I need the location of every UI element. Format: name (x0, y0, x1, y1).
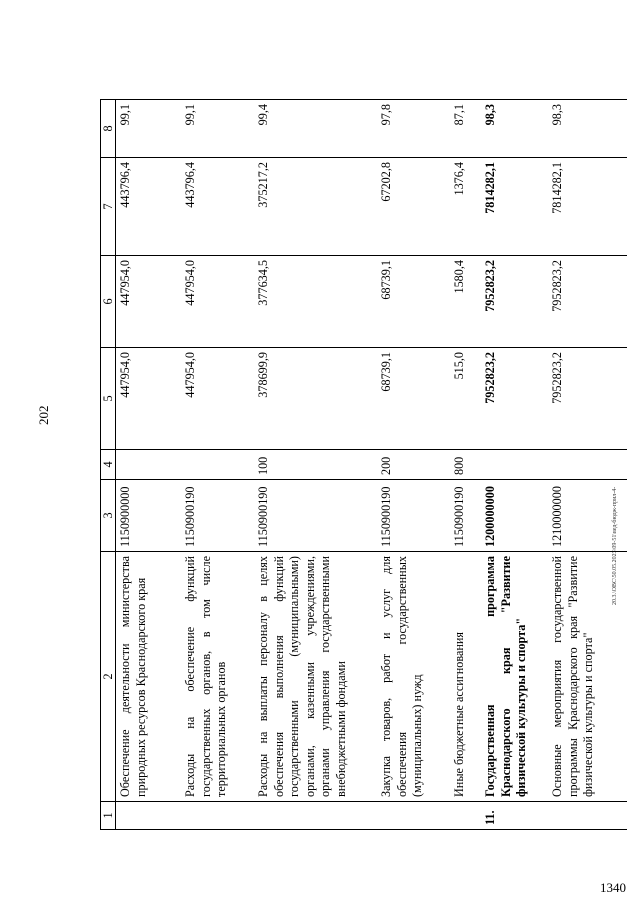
row-expense-type (181, 450, 254, 480)
budget-table (100, 99, 627, 830)
row-number: 11. (481, 802, 548, 830)
row-code: 1210000000 (548, 480, 627, 552)
header-cell: 4 (101, 450, 116, 480)
row-percent: 97,8 (377, 100, 450, 158)
row-name: Иные бюджетные ассигнования (450, 552, 481, 802)
row-expense-type: 200 (377, 450, 450, 480)
page-number: 202 (36, 405, 51, 425)
header-cell: 3 (101, 480, 116, 552)
row-name: Основные мероприятия государственной программы Краснодарского края "Развитие физической культуры и спорта" (548, 552, 627, 802)
row-code: 1200000000 (481, 480, 548, 552)
row-name: Обеспечение деятельности министерства природных ресурсов Краснодарского края (116, 552, 182, 802)
row-value-5: 515,0 (450, 348, 481, 450)
header-cell: 2 (101, 552, 116, 802)
row-value-7: 67202,8 (377, 158, 450, 256)
row-number (116, 802, 182, 830)
row-value-6: 68739,1 (377, 256, 450, 348)
row-value-6: 7952823,2 (548, 256, 627, 348)
row-number (548, 802, 627, 830)
row-expense-type (481, 450, 548, 480)
rotated-table-container (100, 100, 600, 830)
row-number (254, 802, 377, 830)
row-expense-type (116, 450, 182, 480)
header-cell: 5 (101, 348, 116, 450)
row-value-7: 443796,4 (181, 158, 254, 256)
row-value-6: 447954,0 (116, 256, 182, 348)
header-cell: 6 (101, 256, 116, 348)
header-row (101, 100, 116, 830)
row-expense-type (548, 450, 627, 480)
table-row (181, 100, 254, 830)
row-value-5: 68739,1 (377, 348, 450, 450)
row-value-6: 1580,4 (450, 256, 481, 348)
row-name: Расходы на обеспечение функций государственных органов, в том числе территориальных органов (181, 552, 254, 802)
row-expense-type: 100 (254, 450, 377, 480)
sheet-number: 1340 (600, 880, 626, 895)
row-number (450, 802, 481, 830)
row-code: 1150900000 (116, 480, 182, 552)
row-value-7: 375217,2 (254, 158, 377, 256)
row-code: 1150900190 (450, 480, 481, 552)
row-percent: 99,1 (116, 100, 182, 158)
row-number (181, 802, 254, 830)
row-value-7: 443796,4 (116, 158, 182, 256)
table-row (450, 100, 481, 830)
row-percent: 98,3 (481, 100, 548, 158)
row-value-5: 7952823,2 (481, 348, 548, 450)
row-value-6: 377634,5 (254, 256, 377, 348)
row-value-5: 447954,0 (116, 348, 182, 450)
row-code: 1150900190 (377, 480, 450, 552)
row-number (377, 802, 450, 830)
table-row (377, 100, 450, 830)
row-percent: 87,1 (450, 100, 481, 158)
row-code: 1150900190 (254, 480, 377, 552)
header-cell: 8 (101, 100, 116, 158)
row-value-5: 7952823,2 (548, 348, 627, 450)
table-row (116, 100, 182, 830)
table-row (254, 100, 377, 830)
row-percent: 99,4 (254, 100, 377, 158)
header-cell: 1 (101, 802, 116, 830)
row-value-7: 7814282,1 (481, 158, 548, 256)
row-name: Расходы на выплаты персоналу в целях обеспечения выполнения функций государственными (муниципальными) органами, казенными учреждениями, органами управления государственными внебюджетными фондами (254, 552, 377, 802)
row-value-5: 447954,0 (181, 348, 254, 450)
row-expense-type: 800 (450, 450, 481, 480)
row-value-6: 7952823,2 (481, 256, 548, 348)
row-name: Государственная программа Краснодарского края "Развитие физической культуры и спорта" (481, 552, 548, 802)
table-row (548, 100, 627, 830)
row-code: 1150900190 (181, 480, 254, 552)
table-row (481, 100, 548, 830)
row-name: Закупка товаров, работ и услуг для обеспечения государственных (муниципальных) нужд (377, 552, 450, 802)
footer-code: 20.3.\ОВС\50.05.2023\09-51\вед-бюдж-прил-4- (612, 486, 618, 605)
row-value-7: 1376,4 (450, 158, 481, 256)
row-value-7: 7814282,1 (548, 158, 627, 256)
row-value-5: 378699,9 (254, 348, 377, 450)
row-percent: 98,3 (548, 100, 627, 158)
row-value-6: 447954,0 (181, 256, 254, 348)
row-percent: 99,1 (181, 100, 254, 158)
header-cell: 7 (101, 158, 116, 256)
